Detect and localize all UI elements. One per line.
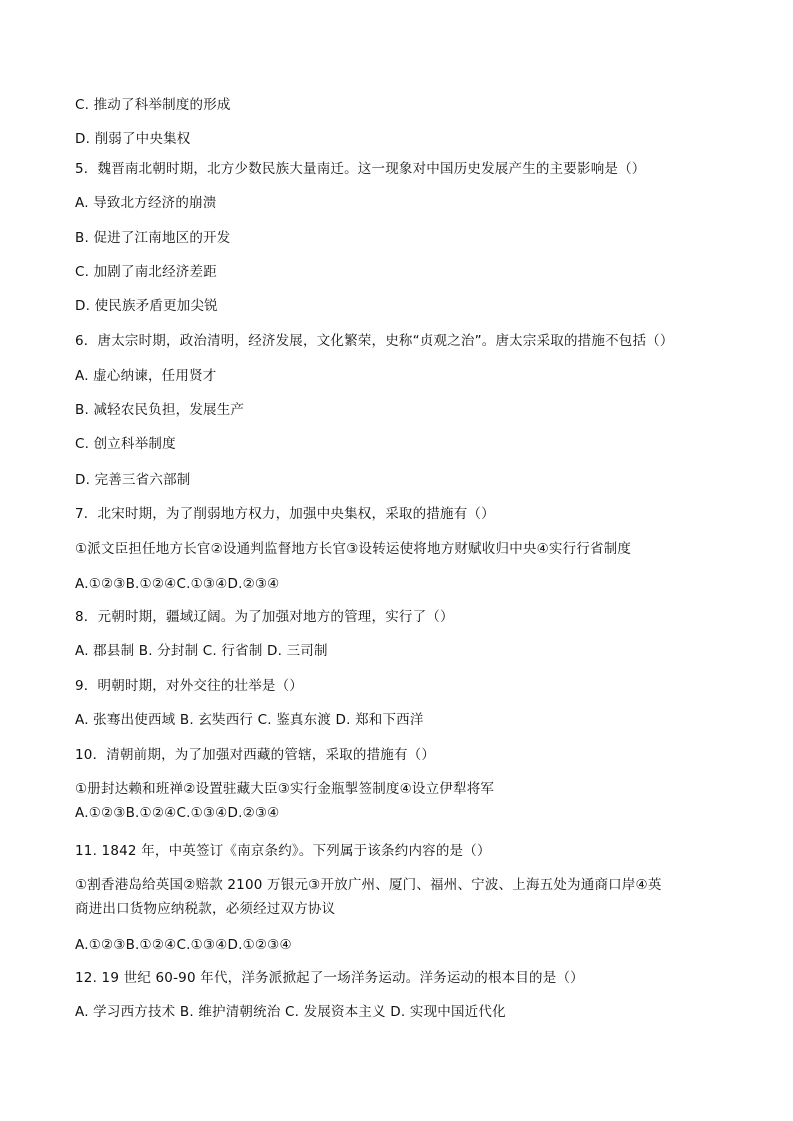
option-c-q6: C. 创立科举制度	[75, 436, 176, 452]
option-a-q6: A. 虚心纳谏，任用贤才	[75, 368, 217, 384]
question-8: 8．元朝时期，疆域辽阔。为了加强对地方的管理，实行了（）	[75, 609, 454, 625]
question-10: 10．清朝前期，为了加强对西藏的管辖，采取的措施有（）	[75, 747, 436, 763]
option-a-q5: A. 导致北方经济的崩溃	[75, 195, 217, 211]
statements-q7: ①派文臣担任地方长官②设通判监督地方长官③设转运使将地方财赋收归中央④实行行省制度	[75, 541, 632, 557]
question-12: 12. 19 世纪 60-90 年代，洋务派掀起了一场洋务运动。洋务运动的根本目的是（）	[75, 970, 584, 986]
options-q9: A. 张骞出使西域 B. 玄奘西行 C. 鉴真东渡 D. 郑和下西洋	[75, 712, 424, 728]
question-11: 11. 1842 年，中英签订《南京条约》。下列属于该条约内容的是（）	[75, 843, 491, 859]
option-d-q5: D. 使民族矛盾更加尖锐	[75, 298, 218, 314]
option-d-q4: D. 削弱了中央集权	[75, 131, 191, 147]
option-b-q6: B. 减轻农民负担，发展生产	[75, 402, 245, 418]
question-7: 7．北宋时期，为了削弱地方权力，加强中央集权，采取的措施有（）	[75, 506, 495, 522]
question-9: 9．明朝时期，对外交往的壮举是（）	[75, 678, 303, 694]
options-q8: A. 郡县制 B. 分封制 C. 行省制 D. 三司制	[75, 643, 328, 659]
question-6: 6．唐太宗时期，政治清明，经济发展，文化繁荣，史称“贞观之治”。唐太宗采取的措施不包括（）	[75, 333, 674, 349]
option-c-q5: C. 加剧了南北经济差距	[75, 264, 217, 280]
question-5: 5．魏晋南北朝时期，北方少数民族大量南迁。这一现象对中国历史发展产生的主要影响是（）	[75, 161, 646, 177]
option-b-q5: B. 促进了江南地区的开发	[75, 230, 231, 246]
options-q11: A.①②③B.①②④C.①③④D.①②③④	[75, 937, 292, 953]
statements-options-q10: ①册封达赖和班禅②设置驻藏大臣③实行金瓶掣签制度④设立伊犁将军 A.①②③B.①②④C.①③④D.②③④	[75, 781, 495, 821]
option-c-q4: C. 推动了科举制度的形成	[75, 97, 231, 113]
option-d-q6: D. 完善三省六部制	[75, 472, 191, 488]
statements-q11: ①割香港岛给英国②赔款 2100 万银元③开放广州、厦门、福州、宁波、上海五处为通商口岸④英商进出口货物应纳税款，必须经过双方协议	[75, 877, 662, 917]
options-q12: A. 学习西方技术 B. 维护清朝统治 C. 发展资本主义 D. 实现中国近代化	[75, 1004, 506, 1020]
options-q7: A.①②③B.①②④C.①③④D.②③④	[75, 576, 280, 592]
